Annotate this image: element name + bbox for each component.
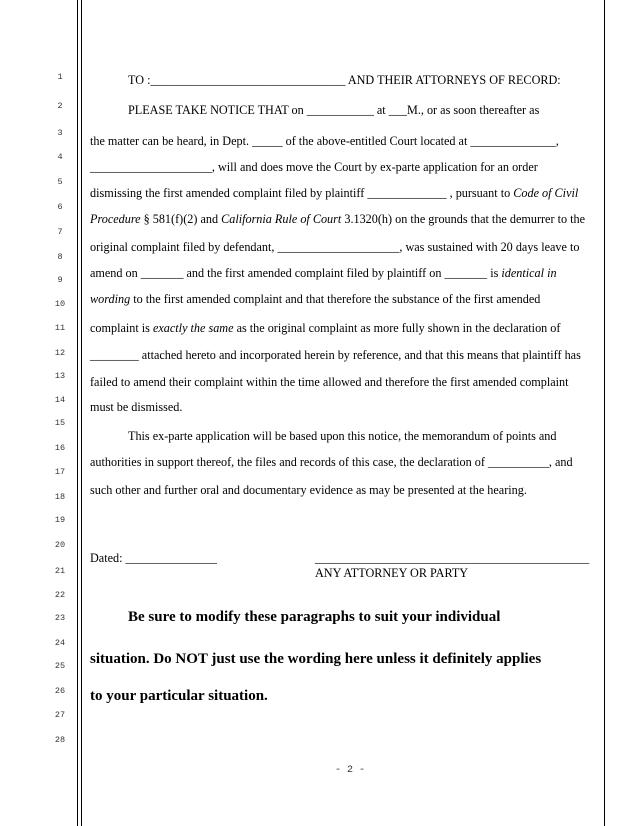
line-number: 1 (57, 72, 63, 82)
body-line (128, 73, 561, 88)
italic-text: identical in (501, 266, 557, 280)
line-number: 15 (54, 418, 66, 428)
line-number: 28 (54, 735, 66, 745)
signature-line: _____________________________________________ (315, 551, 590, 565)
text-run: This ex-parte application will be based upon this notice, the memorandum of points and (128, 429, 557, 443)
signature-label: ANY ATTORNEY OR PARTY (315, 566, 469, 580)
margin-rule-left-inner (81, 0, 82, 826)
text-run: dismissing the first amended complaint filed by plaintiff _____________ , pursuant to (90, 186, 514, 200)
margin-rule-right (604, 0, 605, 826)
body-line (90, 160, 538, 175)
line-number: 19 (54, 515, 66, 525)
text-run: complaint is (90, 321, 153, 335)
text-run: the matter can be heard, in Dept. _____ of the above-entitled Court located at ______________, (90, 134, 559, 148)
line-number: 8 (57, 252, 63, 262)
line-number: 18 (54, 492, 66, 502)
text-run: original complaint filed by defendant, ____________________, was sustained with 20 days leave to (90, 240, 580, 254)
text-run: ____________________, will and does move the Court by ex-parte application for an order (90, 160, 538, 174)
line-number: 7 (57, 227, 63, 237)
text-run: such other and further oral and documentary evidence as may be presented at the hearing. (90, 483, 527, 497)
line-number: 14 (54, 395, 66, 405)
text-run: to the first amended complaint and that therefore the substance of the first amended (130, 292, 541, 306)
italic-text: Procedure (90, 212, 141, 226)
text-run: must be dismissed. (90, 400, 183, 414)
line-number: 6 (57, 202, 63, 212)
italic-text: wording (90, 292, 131, 306)
text-run: § 581(f)(2) and (140, 212, 222, 226)
line-number: 2 (57, 101, 63, 111)
body-line (90, 266, 557, 281)
italic-text: California Rule of Court (221, 212, 342, 226)
body-line (128, 429, 557, 444)
note-line-1: Be sure to modify these paragraphs to suit your individual (128, 609, 501, 625)
text-run: ________ attached hereto and incorporated herein by reference, and that this means that plaintiff has (90, 348, 581, 362)
line-number: 26 (54, 686, 66, 696)
line-number: 9 (57, 275, 63, 285)
line-number: 13 (54, 371, 66, 381)
line-number: 22 (54, 590, 66, 600)
note-line-3: to your particular situation. (90, 688, 268, 704)
note-line-2: situation. Do NOT just use the wording here unless it definitely applies (90, 651, 542, 667)
text-run: amend on _______ and the first amended complaint filed by plaintiff on _______ is (90, 266, 502, 280)
line-number: 25 (54, 661, 66, 671)
text-run: TO :________________________________ AND THEIR ATTORNEYS OF RECORD: (128, 73, 561, 87)
body-line (90, 134, 559, 149)
line-number: 20 (54, 540, 66, 550)
body-line (90, 375, 569, 390)
line-number: 17 (54, 467, 66, 477)
body-line (90, 321, 560, 336)
dated-line: Dated: _______________ (90, 551, 217, 565)
line-number: 23 (54, 613, 66, 623)
line-number: 11 (54, 323, 66, 333)
line-number: 3 (57, 128, 63, 138)
text-run: failed to amend their complaint within the time allowed and therefore the first amended complaint (90, 375, 569, 389)
line-number: 27 (54, 710, 66, 720)
line-number: 16 (54, 443, 66, 453)
body-line (90, 455, 573, 470)
body-line (90, 400, 182, 415)
body-line (128, 103, 539, 118)
line-number: 4 (57, 152, 63, 162)
margin-rule-left-outer (77, 0, 78, 826)
body-line (90, 292, 540, 307)
text-run: as the original complaint as more fully shown in the declaration of (233, 321, 561, 335)
italic-text: exactly the same (152, 321, 234, 335)
body-line (90, 212, 585, 227)
line-number: 12 (54, 348, 66, 358)
body-line (90, 240, 579, 255)
text-run: authorities in support thereof, the files and records of this case, the declaration of __________, and (90, 455, 573, 469)
line-number: 10 (54, 299, 66, 309)
line-number: 21 (54, 566, 66, 576)
italic-text: Code of Civil (513, 186, 579, 200)
body-line (90, 348, 581, 363)
text-run: PLEASE TAKE NOTICE THAT on ___________ at ___M., or as soon thereafter as (128, 103, 540, 117)
body-line (90, 483, 527, 498)
page-number: - 2 - (334, 765, 365, 776)
text-run: 3.1320(h) on the grounds that the demurrer to the (341, 212, 585, 226)
line-number: 24 (54, 638, 66, 648)
body-line (90, 186, 578, 201)
line-number: 5 (57, 177, 63, 187)
